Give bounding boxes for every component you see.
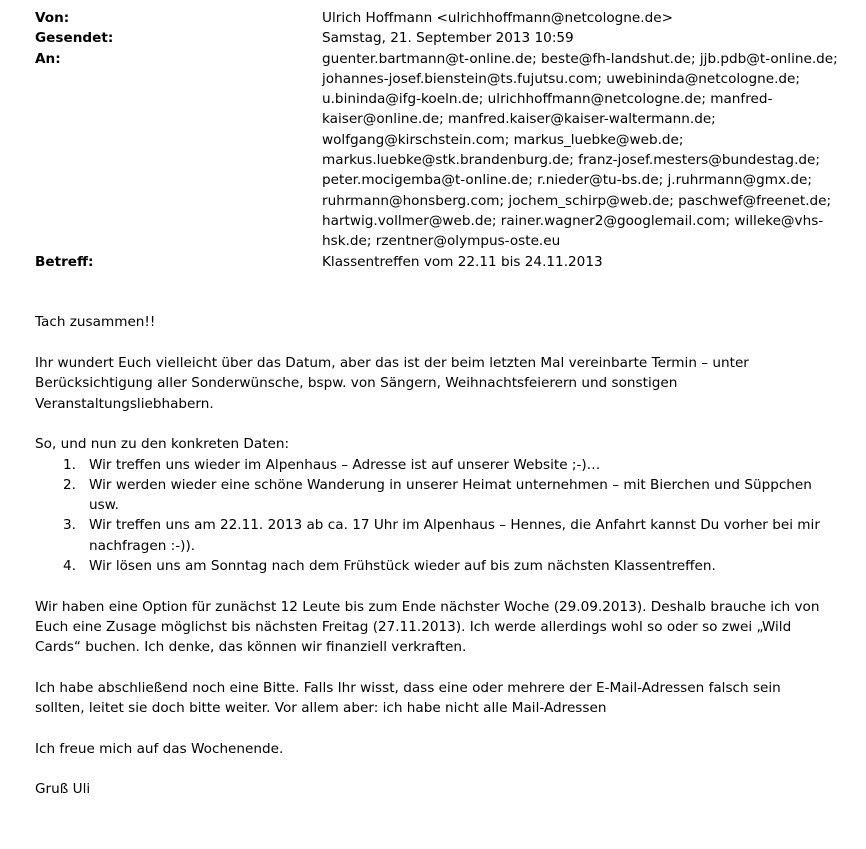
paragraph-line: Cards“ buchen. Ich denke, das können wir finanziell verkraften.: [35, 639, 467, 656]
sent-label: Gesendet:: [35, 30, 114, 47]
greeting: Tach zusammen!!: [35, 314, 156, 331]
list-number: 2.: [63, 476, 76, 493]
paragraph-line: sollten, leitet sie doch bitte weiter. Vor allem aber: ich habe nicht alle Mail-Adressen: [35, 700, 607, 717]
recipient-line: hsk.de; rzentner@olympus-oste.eu: [322, 233, 561, 250]
numbered-list: [35, 455, 835, 577]
list-item-text: usw.: [89, 497, 119, 514]
recipient-line: guenter.bartmann@t-online.de; beste@fh-landshut.de; jjb.pdb@t-online.de;: [322, 50, 838, 67]
recipient-line: johannes-josef.bienstein@ts.fujutsu.com; uwebininda@netcologne.de;: [322, 70, 800, 87]
closing-line: Ich freue mich auf das Wochenende.: [35, 740, 284, 757]
paragraph-line: Ich habe abschließend noch eine Bitte. Falls Ihr wisst, dass eine oder mehrere der E-Mail-Adressen falsch sein: [35, 679, 781, 696]
list-item-text: nachfragen :-)).: [89, 537, 196, 554]
list-intro: So, und nun zu den konkreten Daten:: [35, 436, 290, 453]
signature: Gruß Uli: [35, 781, 91, 798]
paragraph-line: Berücksichtigung aller Sonderwünsche, bspw. von Sängern, Weihnachtsfeierern und sonstigen: [35, 375, 678, 392]
list-number: 3.: [63, 517, 76, 534]
to-value: [322, 49, 838, 252]
paragraph-line: Ihr wundert Euch vielleicht über das Datum, aber das ist der beim letzten Mal vereinbarte Termin – unter: [35, 355, 749, 372]
list-item: [35, 475, 835, 516]
list-item: [35, 556, 835, 576]
from-row: [35, 8, 835, 28]
from-value: Ulrich Hoffmann <ulrichhoffmann@netcologne.de>: [322, 10, 673, 26]
recipient-line: ruhrmann@honsberg.com; jochem_schirp@web.de; paschwef@freenet.de;: [322, 192, 832, 209]
email-document: [35, 8, 838, 800]
recipient-line: u.bininda@ifg-koeln.de; ulrichhoffmann@netcologne.de; manfred-: [322, 91, 773, 108]
list-item-text: Wir werden wieder eine schöne Wanderung in unserer Heimat unternehmen – mit Bierchen und Süppchen: [89, 476, 812, 493]
subject-value: Klassentreffen vom 22.11 bis 24.11.2013: [322, 253, 603, 270]
list-item: [35, 515, 835, 556]
paragraph-line: Wir haben eine Option für zunächst 12 Leute bis zum Ende nächster Woche (29.09.2013). Deshalb brauche ich von: [35, 598, 820, 615]
recipient-line: hartwig.vollmer@web.de; rainer.wagner2@googlemail.com; willeke@vhs-: [322, 212, 824, 229]
sent-value: Samstag, 21. September 2013 10:59: [322, 30, 574, 47]
subject-label: Betreff:: [35, 253, 94, 270]
list-item: [35, 455, 835, 475]
recipient-line: markus.luebke@stk.brandenburg.de; franz-josef.mesters@bundestag.de;: [322, 152, 820, 169]
list-number: 4.: [63, 558, 76, 575]
request-paragraph: [35, 678, 835, 719]
email-body: [35, 312, 835, 799]
paragraph-line: Euch eine Zusage möglichst bis nächsten Freitag (27.11.2013). Ich werde allerdings wohl so oder so zwei „Wild: [35, 618, 792, 635]
recipient-line: kaiser@online.de; manfred.kaiser@kaiser-waltermann.de;: [322, 111, 716, 128]
list-item-text: Wir treffen uns wieder im Alpenhaus – Adresse ist auf unserer Website ;-)…: [89, 456, 601, 473]
list-item-text: Wir treffen uns am 22.11. 2013 ab ca. 17 Uhr im Alpenhaus – Hennes, die Anfahrt kannst Du vorher bei mir: [89, 517, 820, 534]
recipient-line: wolfgang@kirschstein.com; markus_luebke@web.de;: [322, 131, 684, 148]
list-item-text: Wir lösen uns am Sonntag nach dem Frühstück wieder auf bis zum nächsten Klassentreffen.: [89, 558, 716, 575]
recipient-line: peter.mocigemba@t-online.de; r.nieder@tu-bs.de; j.ruhrmann@gmx.de;: [322, 172, 812, 189]
paragraph-line: Veranstaltungsliebhabern.: [35, 395, 214, 412]
to-row: [35, 49, 838, 252]
sent-row: [35, 28, 835, 48]
list-number: 1.: [63, 456, 76, 473]
to-label: An:: [35, 50, 61, 67]
intro-paragraph: [35, 353, 835, 414]
from-label: Von:: [35, 10, 70, 26]
option-paragraph: [35, 597, 835, 658]
subject-row: [35, 252, 835, 272]
